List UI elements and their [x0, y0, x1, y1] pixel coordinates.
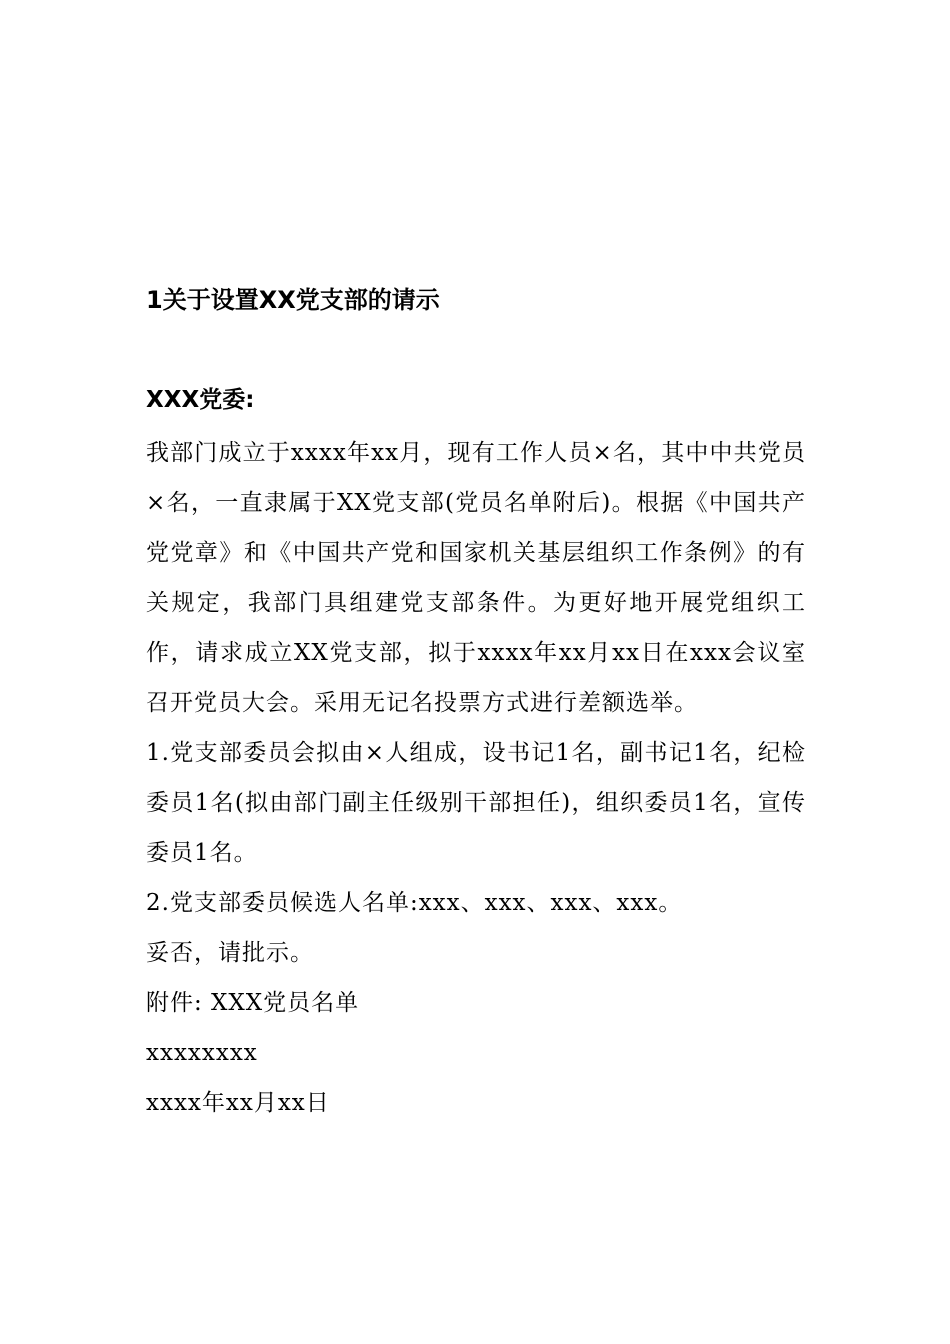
document-content — [146, 282, 806, 1128]
document-body — [146, 428, 806, 878]
addressee: XXX党委: — [146, 387, 255, 413]
attachment-line: 附件: XXX党员名单 — [146, 990, 360, 1016]
date-line: xxxx年xx月xx日 — [146, 1090, 330, 1116]
document-title: 1关于设置XX党支部的请示 — [146, 286, 440, 314]
body-paragraph-intro: 我部门成立于xxxx年xx月，现有工作人员×名，其中中共党员×名，一直隶属于XX党支部(党员名单附后)。根据《中国共产党党章》和《中国共产党和国家机关基层组织工作条例》的有关规定，我部门具组建党支部条件。为更好地开展党组织工作，请求成立XX党支部，拟于xxxx年xx月xx日在xxx会议室召开党员大会。采用无记名投票方式进行差额选举。 — [146, 440, 806, 716]
signature-line: xxxxxxxx — [146, 1040, 258, 1066]
body-paragraph-item-2: 2.党支部委员候选人名单:xxx、xxx、xxx、xxx。 — [146, 890, 683, 916]
closing-line: 妥否，请批示。 — [146, 940, 314, 966]
body-paragraph-item-1: 1.党支部委员会拟由×人组成，设书记1名，副书记1名，纪检委员1名(拟由部门副主任级别干部担任)，组织委员1名，宣传委员1名。 — [146, 740, 806, 866]
